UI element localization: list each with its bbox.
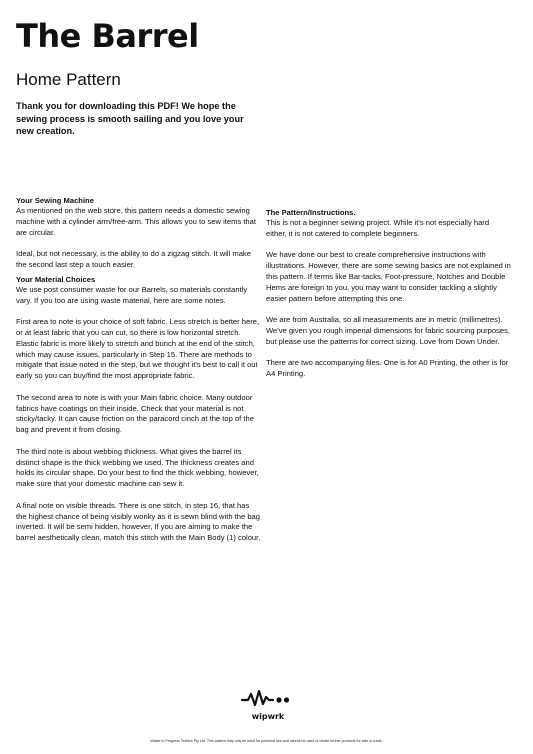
material-choices-heading: Your Material Choices [16,274,96,284]
brand-name: wipwrk [251,712,285,721]
material-choices-paragraph-4: The third note is about webbing thickness. What gives the barrel its distinct shape is the thick webbing we used. The thickness creates and holds its circular shape. Do your best to find the thick webbing, however, make sure that your domestic machine can sew it. [16,446,259,489]
instructions-paragraph-1: This is not a beginner sewing project. While it's not especially hard either, it is not catered to complete beginners. [266,218,490,238]
material-choices-paragraph-5: A final note on visible threads. There is one stitch, in step 16, that has the highest chance of being visibly wonky as it is sewn blind with the bag inverted. It will be semi hidden, however, If you are aiming to make the barrel aesthetically clean, match this stitch with the Main Body (1) colour. [16,500,261,543]
sewing-machine-section [16,196,261,271]
sewing-machine-paragraph-2: Ideal, but not necessary, is the ability to do a zigzag stitch. It will make the second last step a touch easier. [16,249,251,269]
instructions-heading: The Pattern/Instructions. [266,208,356,217]
instructions-paragraph-2: We have done our best to create comprehensive instructions with illustrations. However, there are some sewing basics are not explained in this pattern. If terms like Bar-tacks, Foot-pressure, Notches and Double Hems are foreign to you, you may want to consider tackling a slightly easier pattern before attempting this one. [266,250,511,303]
material-choices-paragraph-2: First area to note is your choice of soft fabric. Less stretch is better here, or at least fabric that you can cut, so there is low horizontal stretch. Elastic fabric is more likely to stretch and bunch at the end of the stitch, which may cause issues, particularly in Step 15. There are methods to mitigate that issue noted in the step, but we thought it's best to call it out early so you can buy/find the most appropriate fabric. [16,317,260,381]
left-column [16,196,261,544]
page-subtitle: Home Pattern [16,70,121,89]
material-choices-paragraph-1: We use post consumer waste for our Barrels, so materials constantly vary. If you too are using waste material, here are some notes. [16,284,248,305]
instructions-paragraph-4: There are two accompanying files. One is for A0 Printing, the other is for A4 Printing. [266,358,509,379]
instructions-section [266,208,511,380]
sewing-machine-heading: Your Sewing Machine [16,196,94,205]
sewing-machine-paragraph-1: As mentioned on the web store, this pattern needs a domestic sewing machine with a cylinder arm/free-arm. This allows you to sew items that are circular. [16,206,256,237]
material-choices-paragraph-3: The second area to note is with your Main fabric choice. Many outdoor fabrics have coatings on their inside. Check that your material is not sticky/tacky. It can cause friction on the paracord cinch at the top of the bag and prevent it from closing. [16,392,254,435]
material-choices-section [16,275,261,544]
waveform-dots-icon [240,688,296,708]
right-column [266,208,511,380]
instructions-paragraph-3: We are from Australia, so all measurements are in metric (millimetres). We've given you rough imperial dimensions for fabric sourcing purposes, but please use the patterns for correct sizing. Love from Down Under. [266,315,511,346]
intro-text: Thank you for downloading this PDF! We hope the sewing process is smooth sailing and you love your new creation. [16,101,244,136]
footer-disclaimer: Waste In Progress Textiles Pty Ltd. This pattern may only be used for personal use and cannot be used to create further products for sale or trade. [150,739,383,743]
page-title: The Barrel [16,17,199,55]
